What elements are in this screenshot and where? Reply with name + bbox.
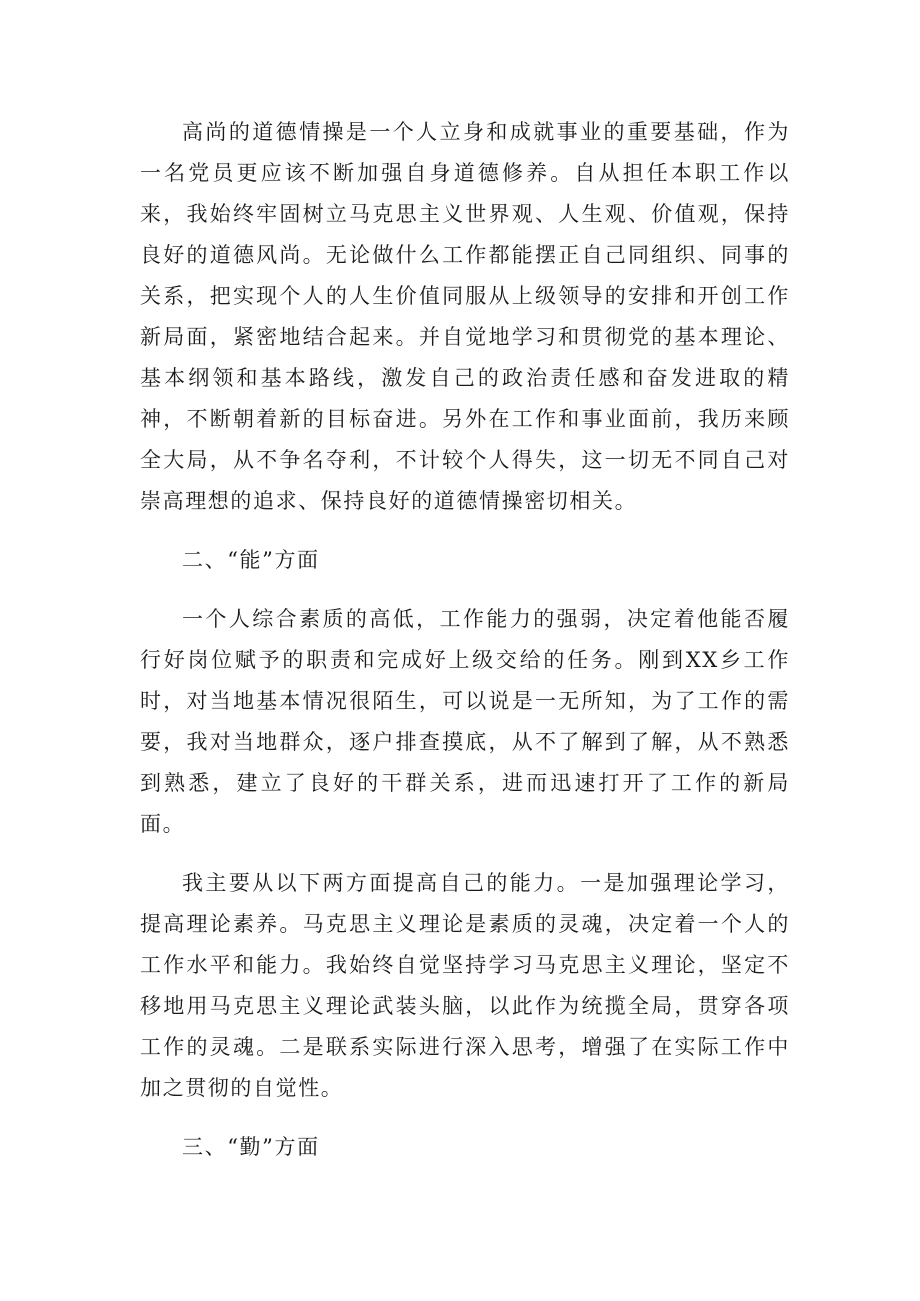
paragraph-ability-intro: 一个人综合素质的高低，工作能力的强弱，决定着他能否履行好岗位赋予的职责和完成好上级交给的任务。刚到XX乡工作时，对当地基本情况很陌生，可以说是一无所知，为了工作的需要，我对当地群众，逐户排查摸底，从不了解到了解，从不熟悉到熟悉，建立了良好的干群关系，进而迅速打开了工作的新局面。 xyxy=(140,607,790,836)
document-body xyxy=(140,112,790,1186)
paragraph-moral-character: 高尚的道德情操是一个人立身和成就事业的重要基础，作为一名党员更应该不断加强自身道德修养。自从担任本职工作以来，我始终牢固树立马克思主义世界观、人生观、价值观，保持良好的道德风尚。无论做什么工作都能摆正自己同组织、同事的关系，把实现个人的人生价值同服从上级领导的安排和开创工作新局面，紧密地结合起来。并自觉地学习和贯彻党的基本理论、基本纲领和基本路线，激发自己的政治责任感和奋发进取的精神，不断朝着新的目标奋进。另外在工作和事业面前，我历来顾全大局，从不争名夺利，不计较个人得失，这一切无不同自己对崇高理想的追求、保持良好的道德情操密切相关。 xyxy=(140,120,790,513)
section-heading-diligence: 三、“勤”方面 xyxy=(182,1135,320,1159)
paragraph-ability-improvement: 我主要从以下两方面提高自己的能力。一是加强理论学习，提高理论素养。马克思主义理论是素质的灵魂，决定着一个人的工作水平和能力。我始终自觉坚持学习马克思主义理论，坚定不移地用马克思主义理论武装头脑，以此作为统揽全局，贯穿各项工作的灵魂。二是联系实际进行深入思考，增强了在实际工作中加之贯彻的自觉性。 xyxy=(140,871,790,1100)
section-heading-ability: 二、“能”方面 xyxy=(182,548,320,572)
